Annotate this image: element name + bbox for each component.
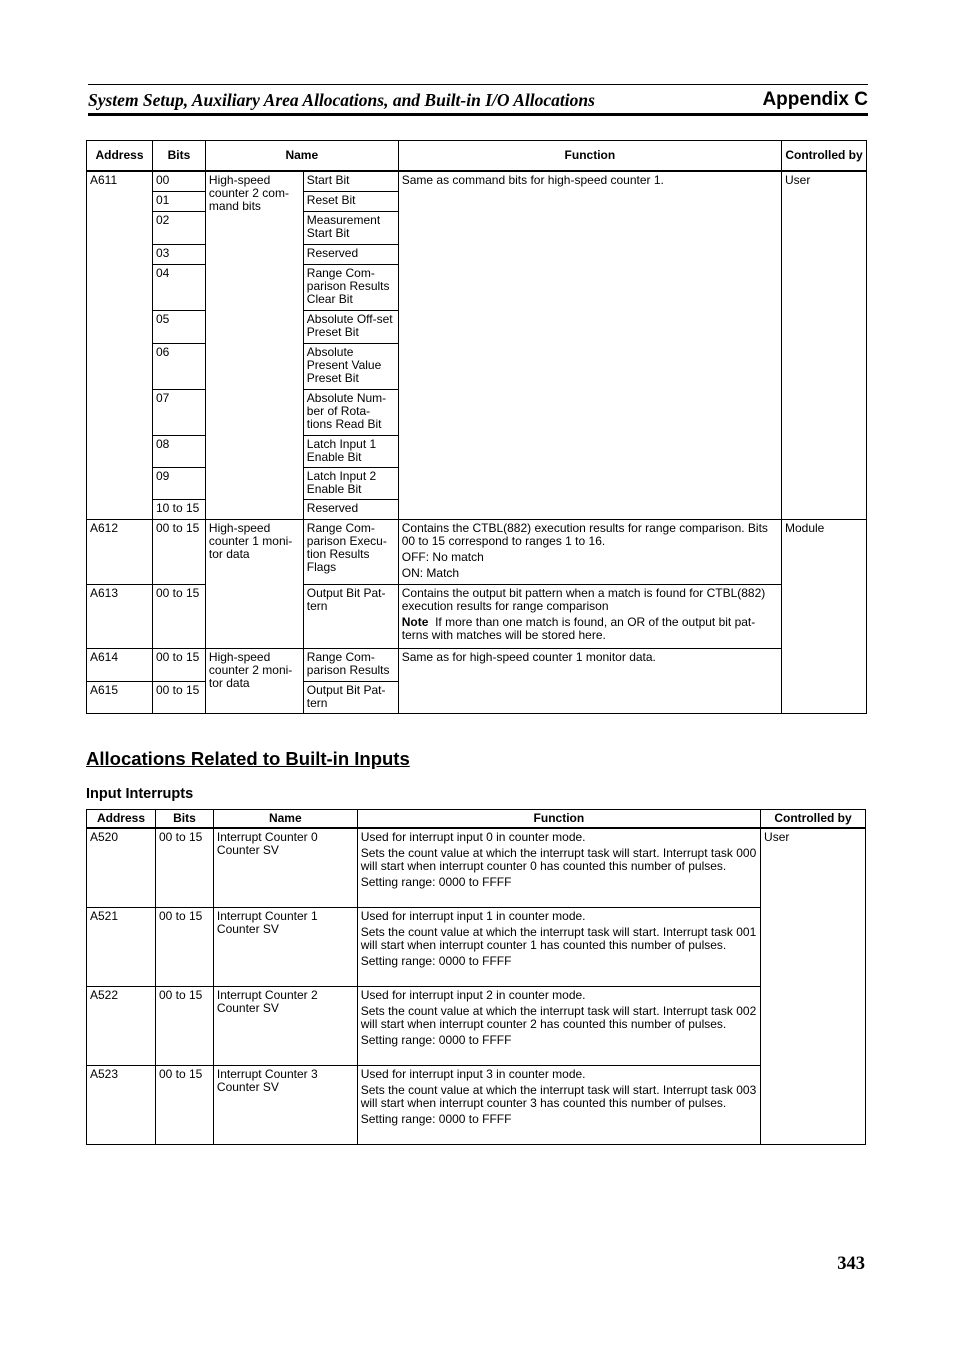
bits-cell: 05 [152,310,205,343]
header-function: Function [398,141,781,172]
group-name-cell: High-speed counter 2 moni-tor data [205,648,303,713]
function-text: Sets the count value at which the interrupt task will start. Interrupt task 002 will start when interrupt counter 2 has counted this number of pulses. [360,1003,757,1031]
table-row [87,907,866,986]
function-text: Contains the output bit pattern when a match is found for CTBL(882) execution results for range comparison [401,585,766,613]
header-address: Address [87,810,156,829]
function-cell [398,519,781,584]
bits-cell: 04 [152,264,205,310]
function-note [402,616,778,642]
function-text: Used for interrupt input 2 in counter mode. [360,987,586,1002]
name-cell: Range Com-parison Results Clear Bit [303,264,398,310]
table-row [87,1065,866,1144]
controlled-by-cell: Module [782,519,867,713]
table-row [87,519,867,584]
function-text: Setting range: 0000 to FFFF [360,953,512,968]
table-header-row [87,810,866,829]
bits-cell: 00 to 15 [152,648,205,681]
function-text: OFF: No match [401,549,484,564]
function-cell [357,907,760,986]
header-name: Name [213,810,357,829]
address-cell: A613 [87,584,153,648]
name-cell: Range Com-parison Execu-tion Results Flags [303,519,398,584]
bits-cell: 00 to 15 [155,986,213,1065]
bits-cell: 00 to 15 [152,584,205,648]
header-address: Address [87,141,153,172]
name-cell: Reserved [303,244,398,264]
function-text: Setting range: 0000 to FFFF [360,1111,512,1126]
function-text: Sets the count value at which the interrupt task will start. Interrupt task 000 will start when interrupt counter 0 has counted this number of pulses. [360,846,757,873]
header-controlled-by: Controlled by [782,141,867,172]
header-name: Name [205,141,398,172]
name-cell: Latch Input 2 Enable Bit [303,467,398,499]
page-number: 343 [837,1254,865,1274]
header-bottom-rule [88,113,868,116]
function-cell [398,584,781,648]
address-cell: A615 [87,681,153,713]
name-cell: Interrupt Counter 0 Counter SV [213,828,357,907]
bits-cell: 06 [152,343,205,389]
auxiliary-area-table [86,140,867,714]
table-row [87,171,867,191]
name-cell: Reserved [303,499,398,519]
function-text: Sets the count value at which the interrupt task will start. Interrupt task 001 will start when interrupt counter 1 has counted this number of pulses. [360,924,757,952]
name-cell: Start Bit [303,171,398,191]
address-cell: A614 [87,648,153,681]
bits-cell: 00 to 15 [152,519,205,584]
function-text: Used for interrupt input 3 in counter mode. [360,1066,586,1081]
running-header-appendix: Appendix C [762,89,868,110]
group-name-cell: High-speed counter 1 moni-tor data [205,519,303,648]
bits-cell: 00 to 15 [155,828,213,907]
function-text: ON: Match [401,565,460,580]
running-header-title: System Setup, Auxiliary Area Allocations, and Built-in I/O Allocations [88,90,595,110]
note-label: Note [401,614,429,629]
bits-cell: 03 [152,244,205,264]
name-cell: Measurement Start Bit [303,211,398,244]
function-text: Setting range: 0000 to FFFF [360,875,512,889]
header-bits: Bits [152,141,205,172]
name-cell: Absolute Off-set Preset Bit [303,310,398,343]
subsection-title: Input Interrupts [86,786,194,802]
function-text: Sets the count value at which the interrupt task will start. Interrupt task 003 will start when interrupt counter 3 has counted this number of pulses. [360,1082,757,1110]
controlled-by-cell: User [782,171,867,519]
controlled-by-cell: User [761,828,866,1144]
name-cell: Range Com-parison Results [303,648,398,681]
bits-cell: 01 [152,191,205,211]
name-cell: Interrupt Counter 2 Counter SV [213,986,357,1065]
function-cell [357,828,760,907]
section-title: Allocations Related to Built-in Inputs [86,748,410,769]
name-cell: Reset Bit [303,191,398,211]
address-cell: A521 [87,907,156,986]
name-cell: Latch Input 1 Enable Bit [303,435,398,467]
table-header-row [87,141,867,172]
function-text: Setting range: 0000 to FFFF [360,1032,512,1047]
table-row [87,828,866,907]
table-row [87,986,866,1065]
bits-cell: 02 [152,211,205,244]
address-cell: A523 [87,1065,156,1144]
function-cell [357,1065,760,1144]
address-cell: A520 [87,828,156,907]
bits-cell: 08 [152,435,205,467]
address-cell: A611 [87,171,153,519]
bits-cell: 00 [152,171,205,191]
header-top-rule [88,84,868,85]
address-cell: A612 [87,519,153,584]
table-row [87,648,867,681]
bits-cell: 07 [152,389,205,435]
table-row [87,584,867,648]
function-text: Used for interrupt input 0 in counter mode. [360,830,586,844]
header-function: Function [357,810,760,829]
address-cell: A522 [87,986,156,1065]
function-text: Contains the CTBL(882) execution results for range comparison. Bits 00 to 15 correspond to ranges 1 to 16. [401,520,768,548]
header-bits: Bits [155,810,213,829]
note-text: If more than one match is found, an OR of the output bit pat-terns with matches will be stored here. [401,614,756,642]
name-cell: Output Bit Pat-tern [303,584,398,648]
bits-cell: 00 to 15 [152,681,205,713]
bits-cell: 00 to 15 [155,1065,213,1144]
name-cell: Absolute Num-ber of Rota-tions Read Bit [303,389,398,435]
group-name-cell: High-speed counter 2 com-mand bits [205,171,303,519]
bits-cell: 10 to 15 [152,499,205,519]
bits-cell: 09 [152,467,205,499]
function-cell: Same as command bits for high-speed counter 1. [398,171,781,519]
name-cell: Output Bit Pat-tern [303,681,398,713]
function-text: Used for interrupt input 1 in counter mode. [360,908,586,923]
header-controlled-by: Controlled by [761,810,866,829]
name-cell: Interrupt Counter 3 Counter SV [213,1065,357,1144]
name-cell: Interrupt Counter 1 Counter SV [213,907,357,986]
name-cell: Absolute Present Value Preset Bit [303,343,398,389]
bits-cell: 00 to 15 [155,907,213,986]
function-cell [357,986,760,1065]
input-interrupts-table [86,809,866,1145]
function-cell: Same as for high-speed counter 1 monitor data. [398,648,781,713]
